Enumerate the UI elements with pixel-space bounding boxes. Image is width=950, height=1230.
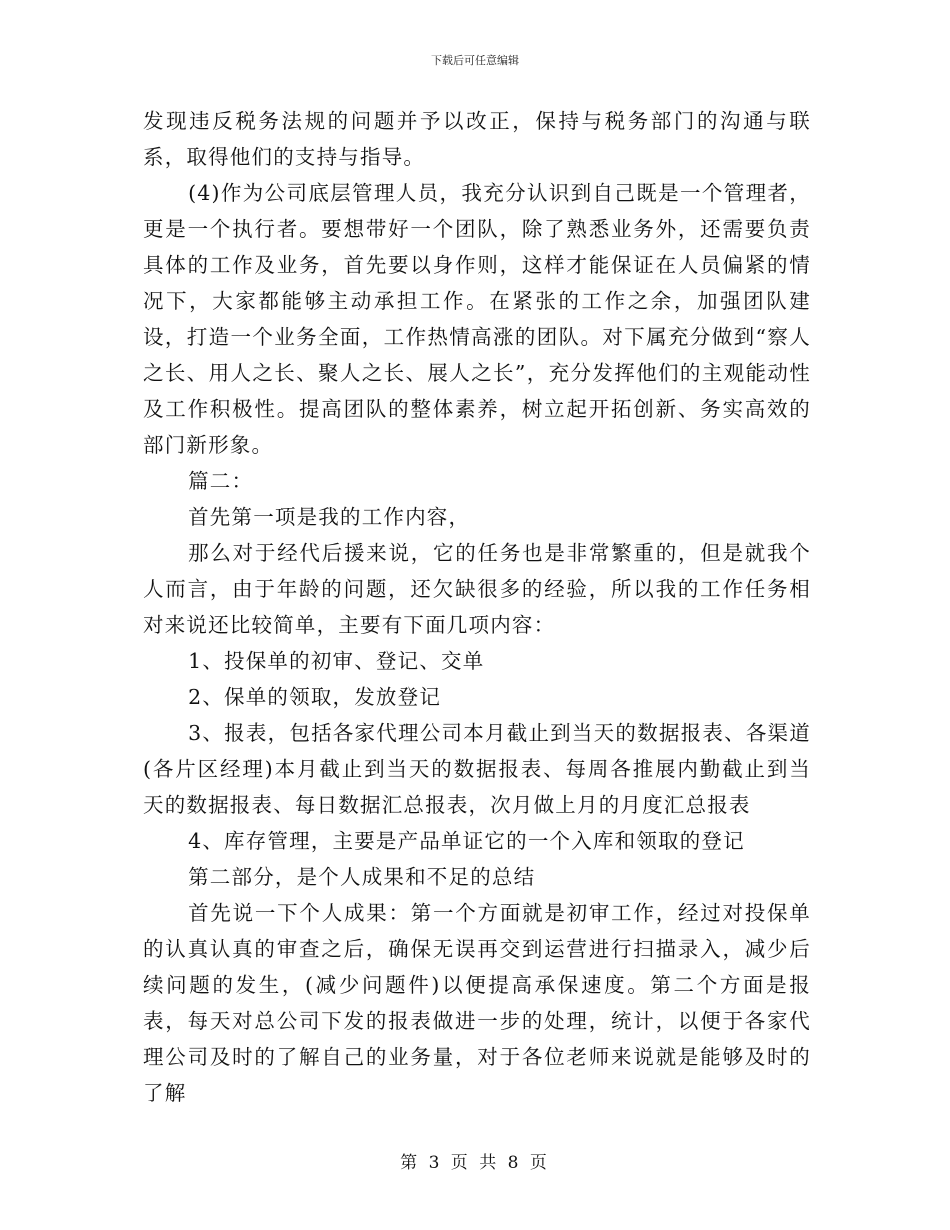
list-item: 4、库存管理，主要是产品单证它的一个入库和领取的登记: [188, 829, 745, 853]
paragraph: 首先第一项是我的工作内容，: [188, 505, 471, 529]
paragraph: 首先说一下个人成果：第一个方面就是初审工作，经过对投保单的认真认真的审查之后，确保无误再交到运营进行扫描录入，减少后续问题的发生，(减少问题件)以便提高承保速度。第二个方面是报表，每天对总公司下发的报表做进一步的处理，统计，以便于各家代理公司及时的了解自己的业务量，对于各位老师来说就是能够及时的了解: [143, 901, 811, 1105]
list-item: 1、投保单的初审、登记、交单: [188, 649, 485, 673]
list-item: 3、报表，包括各家代理公司本月截止到当天的数据报表、各渠道(各片区经理)本月截止到当天的数据报表、每周各推展内勤截止到当天的数据报表、每日数据汇总报表，次月做上月的月度汇总报表: [143, 721, 811, 817]
page-number: 第 3 页 共 8 页: [400, 1153, 550, 1173]
list-item: 2、保单的领取，发放登记: [188, 685, 442, 709]
paragraph: 发现违反税务法规的问题并予以改正，保持与税务部门的沟通与联系，取得他们的支持与指导。: [143, 109, 811, 169]
page-header: 下载后可任意编辑: [431, 54, 519, 67]
paragraph: 那么对于经代后援来说，它的任务也是非常繁重的，但是就我个人而言，由于年龄的问题，还欠缺很多的经验，所以我的工作任务相对来说还比较简单，主要有下面几项内容：: [143, 541, 811, 637]
paragraph: 第二部分，是个人成果和不足的总结: [188, 865, 536, 889]
section-heading: 篇二：: [188, 469, 254, 493]
document-body: [143, 103, 811, 1111]
paragraph: (4)作为公司底层管理人员，我充分认识到自己既是一个管理者，更是一个执行者。要想带好一个团队，除了熟悉业务外，还需要负责具体的工作及业务，首先要以身作则，这样才能保证在人员偏紧的情况下，大家都能够主动承担工作。在紧张的工作之余，加强团队建设，打造一个业务全面，工作热情高涨的团队。对下属充分做到“察人之长、用人之长、聚人之长、展人之长”，充分发挥他们的主观能动性及工作积极性。提高团队的整体素养，树立起开拓创新、务实高效的部门新形象。: [143, 181, 811, 457]
